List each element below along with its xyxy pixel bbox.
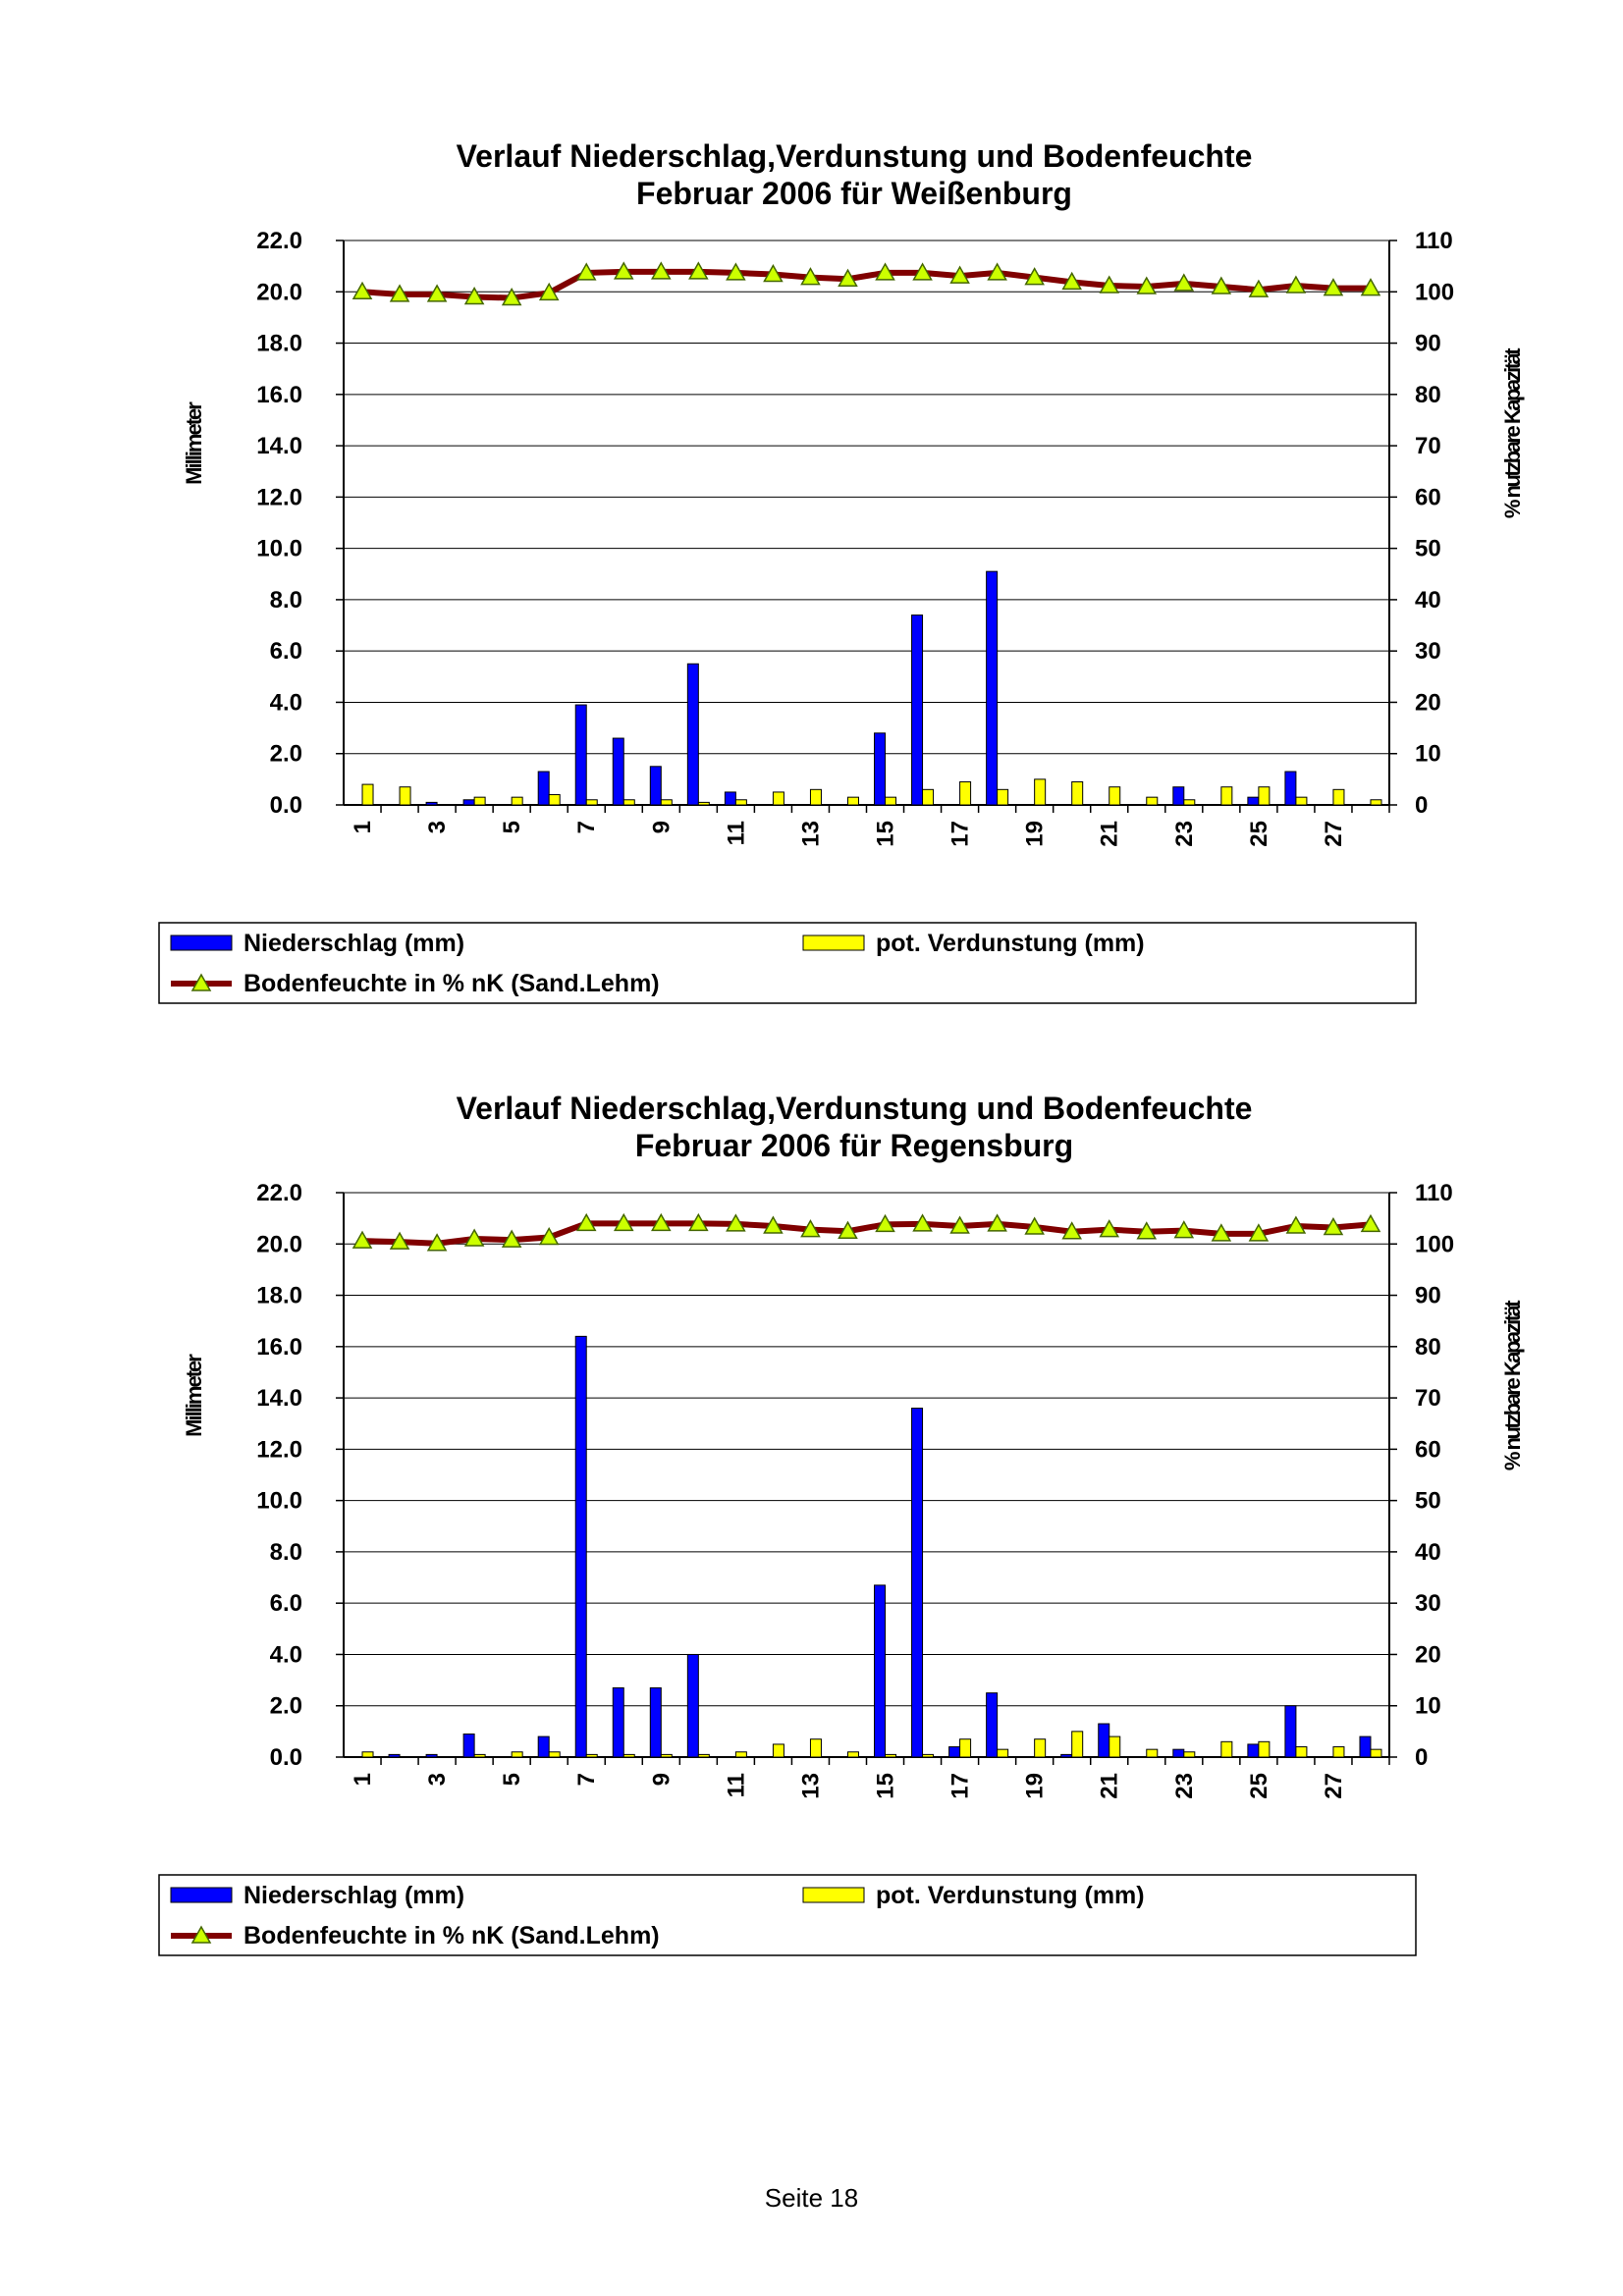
x-tick-label: 17 bbox=[947, 1773, 974, 1799]
y-tick-label: 14.0 bbox=[256, 1385, 302, 1413]
x-tick-label: 13 bbox=[797, 821, 825, 847]
y-axis-title: Millimeter bbox=[182, 403, 206, 485]
y2-tick-label: 30 bbox=[1415, 638, 1441, 666]
precip-bar bbox=[687, 1654, 698, 1757]
y-tick-label: 14.0 bbox=[256, 433, 302, 460]
y-tick-label: 16.0 bbox=[256, 381, 302, 408]
x-tick-label: 25 bbox=[1245, 821, 1272, 847]
y2-tick-label: 20 bbox=[1415, 1641, 1441, 1669]
page-number: Seite 18 bbox=[764, 2183, 859, 2213]
precip-bar bbox=[912, 1409, 923, 1757]
y-tick-label: 8.0 bbox=[269, 1538, 302, 1566]
evap-bar bbox=[1371, 1749, 1381, 1757]
y-tick-label: 20.0 bbox=[256, 279, 302, 306]
evap-bar bbox=[923, 1754, 934, 1757]
y2-tick-label: 70 bbox=[1415, 433, 1441, 460]
x-tick-label: 5 bbox=[499, 821, 526, 834]
y-tick-label: 22.0 bbox=[256, 228, 302, 254]
precip-bar bbox=[538, 1736, 549, 1757]
precip-bar bbox=[538, 772, 549, 805]
x-tick-label: 21 bbox=[1096, 1773, 1123, 1799]
y-tick-label: 2.0 bbox=[269, 1692, 302, 1720]
y-tick-label: 18.0 bbox=[256, 1282, 302, 1309]
y-tick-label: 10.0 bbox=[256, 1487, 302, 1515]
chart-title-line1: Verlauf Niederschlag,Verdunstung und Bodenfeuchte bbox=[456, 1091, 1253, 1126]
y2-tick-label: 100 bbox=[1415, 1231, 1455, 1258]
evap-bar bbox=[1035, 779, 1046, 805]
precip-bar bbox=[575, 705, 586, 805]
y-tick-label: 16.0 bbox=[256, 1333, 302, 1361]
y-tick-label: 4.0 bbox=[269, 689, 302, 717]
y2-tick-label: 40 bbox=[1415, 586, 1441, 614]
precip-bar bbox=[575, 1336, 586, 1757]
evap-bar bbox=[512, 1752, 522, 1757]
precip-bar bbox=[1061, 1754, 1072, 1757]
evap-bar bbox=[1296, 1747, 1307, 1757]
evap-bar bbox=[474, 1754, 485, 1757]
x-tick-label: 1 bbox=[350, 1773, 377, 1787]
precip-bar bbox=[426, 1754, 437, 1757]
x-tick-label: 23 bbox=[1170, 821, 1198, 847]
chart-svg bbox=[0, 137, 1623, 1021]
evap-bar bbox=[923, 789, 934, 805]
legend-evap-label: pot. Verdunstung (mm) bbox=[876, 1882, 1145, 1909]
y2-tick-label: 50 bbox=[1415, 535, 1441, 562]
precip-bar bbox=[725, 792, 735, 805]
x-tick-label: 7 bbox=[573, 1773, 601, 1787]
y-tick-label: 6.0 bbox=[269, 638, 302, 666]
chart-title-line1: Verlauf Niederschlag,Verdunstung und Bodenfeuchte bbox=[456, 138, 1253, 174]
precip-bar bbox=[650, 1687, 661, 1757]
x-tick-label: 3 bbox=[424, 1773, 452, 1787]
y2-tick-label: 40 bbox=[1415, 1538, 1441, 1566]
evap-bar bbox=[960, 781, 971, 805]
evap-bar bbox=[1371, 800, 1381, 805]
y-tick-label: 8.0 bbox=[269, 586, 302, 614]
evap-bar bbox=[735, 1752, 746, 1757]
y-axis-title: Millimeter bbox=[182, 1356, 206, 1437]
y2-tick-label: 110 bbox=[1415, 228, 1453, 254]
x-tick-label: 27 bbox=[1320, 821, 1347, 847]
y-tick-label: 0.0 bbox=[269, 1744, 302, 1771]
precip-bar bbox=[875, 1585, 886, 1757]
evap-bar bbox=[362, 784, 373, 805]
evap-bar bbox=[886, 797, 896, 805]
legend-precip-label: Niederschlag (mm) bbox=[243, 930, 465, 957]
legend-evap-label: pot. Verdunstung (mm) bbox=[876, 930, 1145, 957]
x-tick-label: 7 bbox=[573, 821, 601, 834]
y2-tick-label: 50 bbox=[1415, 1487, 1441, 1515]
evap-bar bbox=[1035, 1739, 1046, 1757]
evap-bar bbox=[1072, 781, 1083, 805]
precip-bar bbox=[987, 1693, 998, 1757]
precip-bar bbox=[1248, 797, 1259, 805]
evap-bar bbox=[960, 1739, 971, 1757]
precip-bar bbox=[1173, 1749, 1184, 1757]
evap-bar bbox=[362, 1752, 373, 1757]
y2-tick-label: 70 bbox=[1415, 1385, 1441, 1413]
x-tick-label: 5 bbox=[499, 1773, 526, 1787]
chart-regensburg bbox=[0, 1090, 1623, 1973]
y-tick-label: 18.0 bbox=[256, 330, 302, 357]
y2-tick-label: 60 bbox=[1415, 1436, 1441, 1464]
plot-area bbox=[344, 1193, 1389, 1757]
evap-bar bbox=[549, 1752, 560, 1757]
chart-svg bbox=[0, 1090, 1623, 1973]
evap-bar bbox=[400, 787, 410, 805]
x-tick-label: 19 bbox=[1021, 1773, 1049, 1799]
precip-bar bbox=[1285, 772, 1296, 805]
evap-bar bbox=[698, 802, 709, 805]
precip-bar bbox=[1285, 1706, 1296, 1757]
legend-evap-swatch bbox=[803, 1888, 864, 1902]
y2-tick-label: 60 bbox=[1415, 484, 1441, 511]
y2-tick-label: 90 bbox=[1415, 330, 1441, 357]
chart-weissenburg bbox=[0, 137, 1623, 1021]
precip-bar bbox=[912, 615, 923, 805]
evap-bar bbox=[1184, 800, 1195, 805]
x-tick-label: 27 bbox=[1320, 1773, 1347, 1799]
evap-bar bbox=[661, 1754, 672, 1757]
precip-bar bbox=[687, 664, 698, 805]
y-tick-label: 12.0 bbox=[256, 1436, 302, 1464]
legend-precip-swatch bbox=[171, 935, 232, 950]
x-tick-label: 15 bbox=[872, 821, 899, 847]
evap-bar bbox=[1333, 789, 1344, 805]
evap-bar bbox=[1147, 797, 1158, 805]
y2-axis-title: % nutzbare Kapazität bbox=[1500, 349, 1525, 519]
precip-bar bbox=[987, 571, 998, 805]
precip-bar bbox=[650, 767, 661, 805]
y2-tick-label: 80 bbox=[1415, 1333, 1441, 1361]
evap-bar bbox=[847, 797, 858, 805]
evap-bar bbox=[810, 789, 821, 805]
precip-bar bbox=[1360, 1736, 1371, 1757]
evap-bar bbox=[1109, 787, 1120, 805]
y-tick-label: 10.0 bbox=[256, 535, 302, 562]
legend-precip-label: Niederschlag (mm) bbox=[243, 1882, 465, 1909]
evap-bar bbox=[1259, 787, 1270, 805]
evap-bar bbox=[1221, 787, 1232, 805]
precip-bar bbox=[463, 1734, 474, 1757]
legend-precip-swatch bbox=[171, 1888, 232, 1902]
y2-tick-label: 110 bbox=[1415, 1180, 1453, 1206]
x-tick-label: 21 bbox=[1096, 821, 1123, 847]
evap-bar bbox=[847, 1752, 858, 1757]
evap-bar bbox=[1333, 1747, 1344, 1757]
evap-bar bbox=[586, 1754, 597, 1757]
x-tick-label: 3 bbox=[424, 821, 452, 834]
evap-bar bbox=[623, 800, 634, 805]
precip-bar bbox=[613, 738, 623, 805]
x-tick-label: 25 bbox=[1245, 1773, 1272, 1799]
y-tick-label: 0.0 bbox=[269, 792, 302, 819]
y2-tick-label: 20 bbox=[1415, 689, 1441, 717]
precip-bar bbox=[875, 733, 886, 805]
evap-bar bbox=[1147, 1749, 1158, 1757]
evap-bar bbox=[998, 789, 1008, 805]
legend-soil-label: Bodenfeuchte in % nK (Sand.Lehm) bbox=[243, 1922, 660, 1949]
precip-bar bbox=[1248, 1744, 1259, 1757]
evap-bar bbox=[698, 1754, 709, 1757]
y-tick-label: 20.0 bbox=[256, 1231, 302, 1258]
evap-bar bbox=[474, 797, 485, 805]
y2-tick-label: 100 bbox=[1415, 279, 1455, 306]
precip-bar bbox=[949, 1747, 960, 1757]
y2-tick-label: 0 bbox=[1415, 792, 1429, 819]
x-tick-label: 23 bbox=[1170, 1773, 1198, 1799]
chart-title-line2: Februar 2006 für Weißenburg bbox=[636, 176, 1072, 211]
evap-bar bbox=[1109, 1736, 1120, 1757]
evap-bar bbox=[735, 800, 746, 805]
y2-tick-label: 30 bbox=[1415, 1590, 1441, 1618]
x-tick-label: 13 bbox=[797, 1773, 825, 1799]
x-tick-label: 1 bbox=[350, 821, 377, 834]
plot-area bbox=[344, 240, 1389, 805]
evap-bar bbox=[810, 1739, 821, 1757]
evap-bar bbox=[1296, 797, 1307, 805]
x-tick-label: 9 bbox=[648, 821, 676, 834]
y2-tick-label: 90 bbox=[1415, 1282, 1441, 1309]
y2-tick-label: 10 bbox=[1415, 740, 1441, 768]
precip-bar bbox=[613, 1687, 623, 1757]
precip-bar bbox=[1173, 787, 1184, 805]
evap-bar bbox=[549, 795, 560, 805]
evap-bar bbox=[1072, 1732, 1083, 1757]
x-tick-label: 19 bbox=[1021, 821, 1049, 847]
y-tick-label: 4.0 bbox=[269, 1641, 302, 1669]
x-tick-label: 11 bbox=[723, 1773, 750, 1798]
y-tick-label: 12.0 bbox=[256, 484, 302, 511]
y-tick-label: 6.0 bbox=[269, 1590, 302, 1618]
x-tick-label: 9 bbox=[648, 1773, 676, 1787]
legend-soil-label: Bodenfeuchte in % nK (Sand.Lehm) bbox=[243, 970, 660, 997]
evap-bar bbox=[773, 1744, 784, 1757]
x-tick-label: 11 bbox=[723, 821, 750, 846]
evap-bar bbox=[773, 792, 784, 805]
precip-bar bbox=[463, 800, 474, 805]
y-tick-label: 22.0 bbox=[256, 1180, 302, 1206]
evap-bar bbox=[623, 1754, 634, 1757]
evap-bar bbox=[1221, 1741, 1232, 1757]
legend-evap-swatch bbox=[803, 935, 864, 950]
evap-bar bbox=[512, 797, 522, 805]
precip-bar bbox=[426, 802, 437, 805]
y2-tick-label: 10 bbox=[1415, 1692, 1441, 1720]
precip-bar bbox=[1099, 1724, 1109, 1757]
y2-tick-label: 80 bbox=[1415, 381, 1441, 408]
evap-bar bbox=[1259, 1741, 1270, 1757]
evap-bar bbox=[661, 800, 672, 805]
evap-bar bbox=[586, 800, 597, 805]
x-tick-label: 17 bbox=[947, 821, 974, 847]
chart-title-line2: Februar 2006 für Regensburg bbox=[634, 1128, 1074, 1163]
x-tick-label: 15 bbox=[872, 1773, 899, 1799]
y-tick-label: 2.0 bbox=[269, 740, 302, 768]
precip-bar bbox=[389, 1754, 400, 1757]
evap-bar bbox=[998, 1749, 1008, 1757]
evap-bar bbox=[1184, 1752, 1195, 1757]
y2-tick-label: 0 bbox=[1415, 1744, 1429, 1771]
evap-bar bbox=[886, 1754, 896, 1757]
y2-axis-title: % nutzbare Kapazität bbox=[1500, 1302, 1525, 1471]
